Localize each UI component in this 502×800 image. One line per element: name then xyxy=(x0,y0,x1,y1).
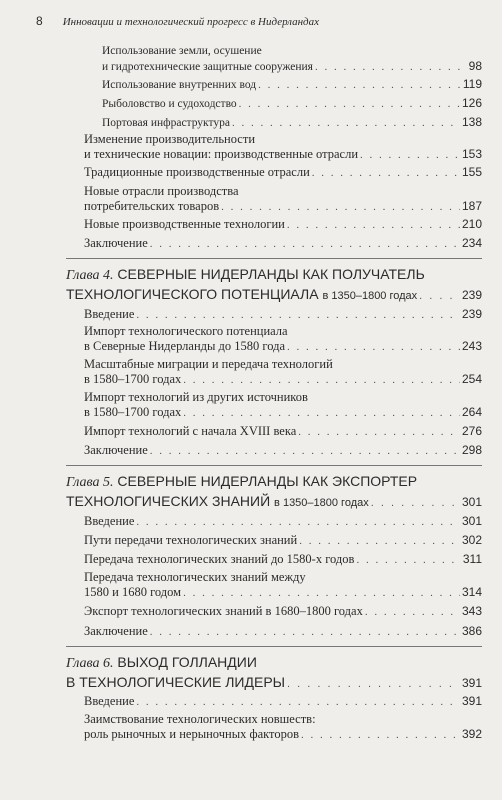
toc-entry-text: и гидротехнические защитные сооружения xyxy=(102,61,313,73)
chapter-title: СЕВЕРНЫЕ НИДЕРЛАНДЫ КАК ЭКСПОРТЕР xyxy=(117,473,418,489)
page-ref: 311 xyxy=(462,552,482,566)
page-ref: 126 xyxy=(461,96,482,110)
dot-leader xyxy=(183,373,460,388)
toc-entry-text: Использование земли, осушение xyxy=(102,45,262,57)
dot-leader xyxy=(301,728,460,743)
toc-entry-text: Экспорт технологических знаний в 1680–1800 годах xyxy=(84,604,363,618)
page-ref: 210 xyxy=(461,217,482,231)
dot-leader xyxy=(315,60,467,75)
toc-entry-text: в 1580–1700 годах xyxy=(84,372,182,386)
dot-leader xyxy=(287,675,460,693)
toc-entry-text: Новые производственные технологии xyxy=(84,217,285,231)
toc-entry-text: в Северные Нидерланды до 1580 года xyxy=(84,339,285,353)
toc-entry-text: потребительских товаров xyxy=(84,199,220,213)
toc-entry-text: Импорт технологий с начала XVIII века xyxy=(84,424,297,438)
page-ref: 239 xyxy=(461,288,482,302)
dot-leader xyxy=(221,200,460,215)
page-ref: 138 xyxy=(461,115,482,129)
toc-entry[interactable] xyxy=(84,132,482,163)
dot-leader xyxy=(150,625,460,640)
toc-entry-text: Пути передачи технологических знаний xyxy=(84,533,298,547)
section-divider xyxy=(66,646,482,647)
toc-entry[interactable] xyxy=(84,357,482,388)
dot-leader xyxy=(287,340,460,355)
toc-entry-text: и технические новации: производственные отрасли xyxy=(84,147,359,161)
page-ref: 301 xyxy=(461,514,482,528)
dot-leader xyxy=(239,97,460,112)
toc-entry[interactable] xyxy=(84,514,482,530)
toc-entry[interactable] xyxy=(84,604,482,620)
chapter-years: в 1350–1800 годах xyxy=(274,497,369,509)
toc-entry-text: Изменение производительности xyxy=(84,132,256,146)
chapter-label: Глава 4. xyxy=(66,268,114,283)
toc-entry-text: Импорт технологического потенциала xyxy=(84,324,288,338)
chapter-title: ВЫХОД ГОЛЛАНДИИ xyxy=(117,654,257,670)
toc-entry[interactable] xyxy=(84,217,482,233)
page-header xyxy=(36,14,482,28)
page-ref: 239 xyxy=(461,307,482,321)
toc-entry-text: Новые отрасли производства xyxy=(84,184,239,198)
page-ref: 187 xyxy=(461,199,482,213)
page-ref: 301 xyxy=(461,495,482,509)
page-ref: 254 xyxy=(461,372,482,386)
page-ref: 153 xyxy=(461,147,482,161)
running-title: Инновации и технологический прогресс в Нидерландах xyxy=(62,16,319,28)
dot-leader xyxy=(258,78,461,93)
page-ref: 155 xyxy=(461,165,482,179)
page-ref: 392 xyxy=(461,727,482,741)
toc-entry[interactable] xyxy=(84,570,482,601)
page-ref: 391 xyxy=(461,676,482,690)
chapter-title: ТЕХНОЛОГИЧЕСКОГО ПОТЕНЦИАЛА xyxy=(66,286,319,302)
toc-entry-text: Введение xyxy=(84,307,135,321)
toc-entry[interactable] xyxy=(102,44,482,75)
toc-entry[interactable] xyxy=(84,443,482,459)
toc-entry-text: Масштабные миграции и передача технологий xyxy=(84,357,333,371)
dot-leader xyxy=(312,166,460,181)
page-ref: 234 xyxy=(461,236,482,250)
toc-entry-text: Портовая инфраструктура xyxy=(102,117,230,129)
toc-entry-text: Рыболовство и судоходство xyxy=(102,98,237,110)
dot-leader xyxy=(136,515,460,530)
toc-entry[interactable] xyxy=(84,624,482,640)
dot-leader xyxy=(183,406,460,421)
chapter-label: Глава 6. xyxy=(66,656,114,671)
dot-leader xyxy=(419,287,460,305)
chapter-heading[interactable] xyxy=(66,265,482,305)
section-divider xyxy=(66,465,482,466)
chapter-label: Глава 5. xyxy=(66,475,114,490)
dot-leader xyxy=(183,586,460,601)
toc-entry-text: Передача технологических знаний между xyxy=(84,570,306,584)
dot-leader xyxy=(371,494,460,512)
toc-entry[interactable] xyxy=(84,694,482,710)
dot-leader xyxy=(360,148,460,163)
toc-entry[interactable] xyxy=(84,424,482,440)
dot-leader xyxy=(365,605,460,620)
toc-entry[interactable] xyxy=(84,552,482,568)
chapter-heading[interactable] xyxy=(66,653,482,693)
dot-leader xyxy=(150,444,460,459)
dot-leader xyxy=(136,695,460,710)
toc-entry[interactable] xyxy=(84,307,482,323)
toc-entry[interactable] xyxy=(84,712,482,743)
dot-leader xyxy=(232,116,460,131)
dot-leader xyxy=(356,553,460,568)
page-ref: 343 xyxy=(461,604,482,618)
chapter-title: ТЕХНОЛОГИЧЕСКИХ ЗНАНИЙ xyxy=(66,493,271,509)
dot-leader xyxy=(150,237,460,252)
toc-entry-text: Передача технологических знаний до 1580-х годов xyxy=(84,552,355,566)
toc-entry-text: Заключение xyxy=(84,443,148,457)
toc-entry-text: Введение xyxy=(84,514,135,528)
dot-leader xyxy=(299,534,460,549)
toc-entry[interactable] xyxy=(84,390,482,421)
dot-leader xyxy=(298,425,460,440)
toc-entry[interactable] xyxy=(84,184,482,215)
page-ref: 314 xyxy=(461,585,482,599)
page-ref: 302 xyxy=(461,533,482,547)
toc-entry-text: Заключение xyxy=(84,624,148,638)
page-number: 8 xyxy=(36,14,43,28)
toc-entry-text: в 1580–1700 годах xyxy=(84,405,182,419)
toc-entry-text: 1580 и 1680 годом xyxy=(84,585,182,599)
toc-entry-text: роль рыночных и нерыночных факторов xyxy=(84,727,299,741)
toc-entry[interactable] xyxy=(102,115,482,131)
toc-entry-text: Традиционные производственные отрасли xyxy=(84,165,310,179)
toc-entry-text: Введение xyxy=(84,694,135,708)
page-ref: 264 xyxy=(461,405,482,419)
toc-entry[interactable] xyxy=(102,96,482,112)
toc-entry-text: Использование внутренних вод xyxy=(102,79,257,91)
toc-entry-text: Заимствование технологических новшеств: xyxy=(84,712,316,726)
toc-entry[interactable] xyxy=(84,236,482,252)
page-ref: 276 xyxy=(461,424,482,438)
chapter-heading[interactable] xyxy=(66,472,482,512)
toc-entry[interactable] xyxy=(84,165,482,181)
toc-entry[interactable] xyxy=(84,533,482,549)
page-ref: 298 xyxy=(461,443,482,457)
page-ref: 98 xyxy=(468,59,482,73)
dot-leader xyxy=(287,218,460,233)
page-ref: 391 xyxy=(461,694,482,708)
page-ref: 243 xyxy=(461,339,482,353)
toc-entry-text: Заключение xyxy=(84,236,148,250)
page-ref: 119 xyxy=(462,77,482,91)
dot-leader xyxy=(136,308,460,323)
toc-entry-text: Импорт технологий из других источников xyxy=(84,390,308,404)
section-divider xyxy=(66,258,482,259)
chapter-title: В ТЕХНОЛОГИЧЕСКИЕ ЛИДЕРЫ xyxy=(66,674,286,690)
chapter-years: в 1350–1800 годах xyxy=(322,290,418,302)
toc-entry[interactable] xyxy=(102,77,482,93)
page-ref: 386 xyxy=(461,624,482,638)
chapter-title: СЕВЕРНЫЕ НИДЕРЛАНДЫ КАК ПОЛУЧАТЕЛЬ xyxy=(117,266,425,282)
toc-entry[interactable] xyxy=(84,324,482,355)
